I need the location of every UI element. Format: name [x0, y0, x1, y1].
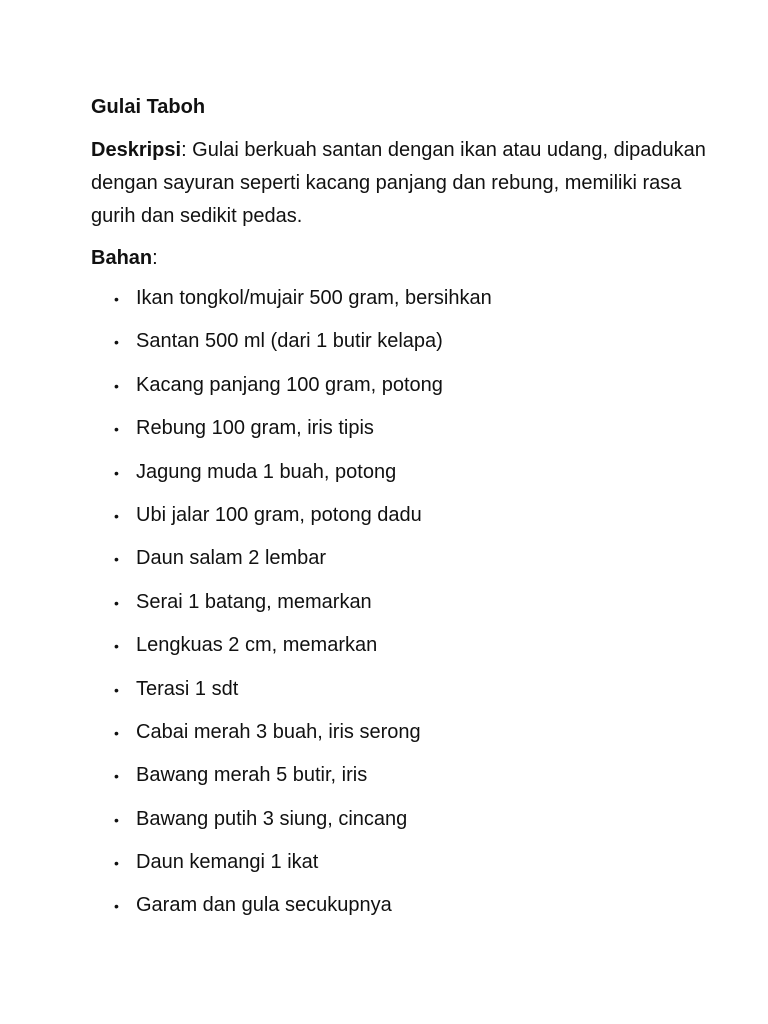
ingredients-heading [91, 243, 711, 273]
ingredient-text: Garam dan gula secukupnya [136, 894, 392, 917]
bullet-icon: • [114, 464, 119, 481]
list-item [91, 804, 711, 847]
ingredient-text: Serai 1 batang, memarkan [136, 590, 372, 613]
ingredients-separator: : [152, 247, 158, 269]
bullet-icon: • [114, 681, 119, 698]
bullet-icon: • [114, 811, 119, 828]
ingredient-text: Bawang merah 5 butir, iris [136, 764, 368, 787]
bullet-icon: • [114, 291, 119, 307]
ingredient-text: Rebung 100 gram, iris tipis [136, 417, 374, 440]
ingredient-text: Ubi jalar 100 gram, potong dadu [136, 503, 422, 526]
description-text: Gulai berkuah santan dengan ikan atau udang, dipadukan dengan sayuran seperti kacang panjang dan rebung, memiliki rasa gurih dan sedikit pedas. [91, 139, 706, 227]
ingredient-text: Terasi 1 sdt [136, 677, 239, 700]
list-item [91, 674, 711, 717]
bullet-icon: • [114, 551, 119, 568]
list-item [91, 326, 711, 369]
bullet-icon: • [114, 594, 119, 611]
list-item [91, 457, 711, 500]
bullet-icon: • [114, 638, 119, 655]
list-item [91, 890, 711, 933]
ingredient-text: Bawang putih 3 siung, cincang [136, 807, 408, 830]
ingredient-text: Daun salam 2 lembar [136, 547, 327, 570]
bullet-icon: • [114, 855, 119, 872]
ingredient-text: Lengkuas 2 cm, memarkan [136, 634, 378, 657]
list-item [91, 717, 711, 760]
list-item [91, 500, 711, 543]
list-item [91, 283, 711, 326]
bullet-icon: • [114, 334, 119, 351]
list-item [91, 760, 711, 803]
ingredient-text: Santan 500 ml (dari 1 butir kelapa) [136, 330, 443, 353]
ingredient-text: Daun kemangi 1 ikat [136, 851, 319, 874]
list-item [91, 630, 711, 673]
bullet-icon: • [114, 421, 119, 438]
ingredient-text: Cabai merah 3 buah, iris serong [136, 720, 421, 743]
document-page [91, 92, 711, 934]
description-label: Deskripsi [91, 139, 182, 161]
ingredient-text: Ikan tongkol/mujair 500 gram, bersihkan [136, 287, 492, 309]
ingredients-list [91, 283, 711, 934]
ingredient-text: Jagung muda 1 buah, potong [136, 460, 397, 483]
bullet-icon: • [114, 898, 119, 915]
list-item [91, 847, 711, 890]
list-item [91, 543, 711, 586]
bullet-icon: • [114, 724, 119, 741]
list-item [91, 413, 711, 456]
ingredients-label: Bahan [91, 247, 153, 269]
list-item [91, 587, 711, 630]
list-item [91, 370, 711, 413]
bullet-icon: • [114, 768, 119, 785]
bullet-icon: • [114, 507, 119, 524]
recipe-title: Gulai Taboh [91, 96, 206, 118]
recipe-description [91, 134, 711, 233]
ingredient-text: Kacang panjang 100 gram, potong [136, 373, 443, 396]
bullet-icon: • [114, 377, 119, 394]
description-separator: : [181, 139, 187, 161]
